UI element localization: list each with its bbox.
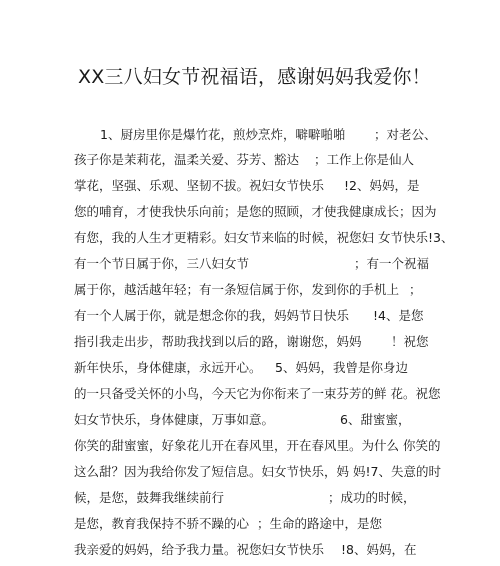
text-line — [74, 540, 434, 560]
text-line — [74, 358, 434, 378]
text-segment: 妇女节快乐，身体健康，万事如意。 — [74, 412, 275, 427]
text-line — [74, 332, 434, 352]
text-line — [74, 462, 441, 482]
text-segment: 有您，我的人生才更精彩。妇女节来临的时候，祝您妇 女节快乐!3、 — [74, 230, 454, 245]
text-line — [74, 176, 434, 196]
text-segment: !2、妈妈，是 — [344, 178, 420, 193]
text-segment: 你笑的甜蜜蜜，好象花儿开在春风里，开在春风里。为什么 你笑的 — [74, 438, 441, 453]
text-segment: 是您，教育我保持不骄不躁的心 — [74, 516, 250, 531]
text-segment: !4、是您 — [373, 308, 424, 323]
text-line — [74, 254, 434, 274]
text-segment: 1、厨房里你是爆竹花，煎炒烹炸，噼噼啪啪 — [100, 127, 346, 142]
text-segment: 候，是您，鼓舞我继续前行 — [74, 490, 225, 505]
text-line — [74, 125, 437, 145]
text-segment: 您的哺育，才使我快乐向前；是您的照顾，才使我健康成长；因为 — [74, 204, 437, 219]
text-segment: !8、妈妈，在 — [341, 542, 417, 557]
text-segment: ；工作上你是仙人 — [314, 152, 415, 167]
text-line — [74, 280, 434, 300]
text-segment: 的一只备受关怀的小鸟，今天它为你衔来了一束芬芳的鲜 花。祝您 — [74, 386, 441, 401]
text-segment: 5、妈妈，我曾是你身边 — [275, 360, 408, 375]
text-segment: ；成功的时候， — [328, 490, 416, 505]
text-segment: ！祝您 — [391, 334, 429, 349]
text-segment: 有一个节日属于你，三八妇女节 — [74, 256, 250, 271]
text-line — [74, 410, 434, 430]
text-line — [74, 228, 454, 248]
text-segment: ；生命的路途中，是您 — [257, 516, 383, 531]
text-line — [74, 514, 434, 534]
text-line — [74, 202, 437, 222]
text-segment: ；有一个祝福 — [354, 256, 430, 271]
text-segment: 新年快乐，身体健康，永远开心。 — [74, 360, 262, 375]
text-segment: 孩子你是茉莉花，温柔关爱、芬芳、豁达 — [74, 152, 300, 167]
text-line — [74, 488, 434, 508]
text-segment: 属于你，越活越年轻；有一条短信属于你，发到你的手机上 — [74, 282, 400, 297]
text-segment: ； — [409, 282, 422, 297]
document-title: XX三八妇女节祝福语，感谢妈妈我爱你！ — [78, 66, 431, 88]
text-line — [74, 306, 434, 326]
text-segment: ；对老公、 — [374, 127, 437, 142]
text-segment: 掌花，坚强、乐观、坚韧不拔。祝妇女节快乐 — [74, 178, 325, 193]
text-segment: 这么甜？因为我给你发了短信息。妇女节快乐，妈 妈!7、失意的时 — [74, 464, 441, 479]
text-line — [74, 150, 434, 170]
text-segment: 我亲爱的妈妈，给予我力量。祝您妇女节快乐 — [74, 542, 325, 557]
text-segment: 指引我走出步，帮助我找到以后的路，谢谢您，妈妈 — [74, 334, 362, 349]
text-segment: 6、甜蜜蜜， — [340, 412, 411, 427]
text-line — [74, 436, 441, 456]
text-segment: 有一个人属于你，就是想念你的我，妈妈节日快乐 — [74, 308, 350, 323]
text-line — [74, 384, 441, 404]
